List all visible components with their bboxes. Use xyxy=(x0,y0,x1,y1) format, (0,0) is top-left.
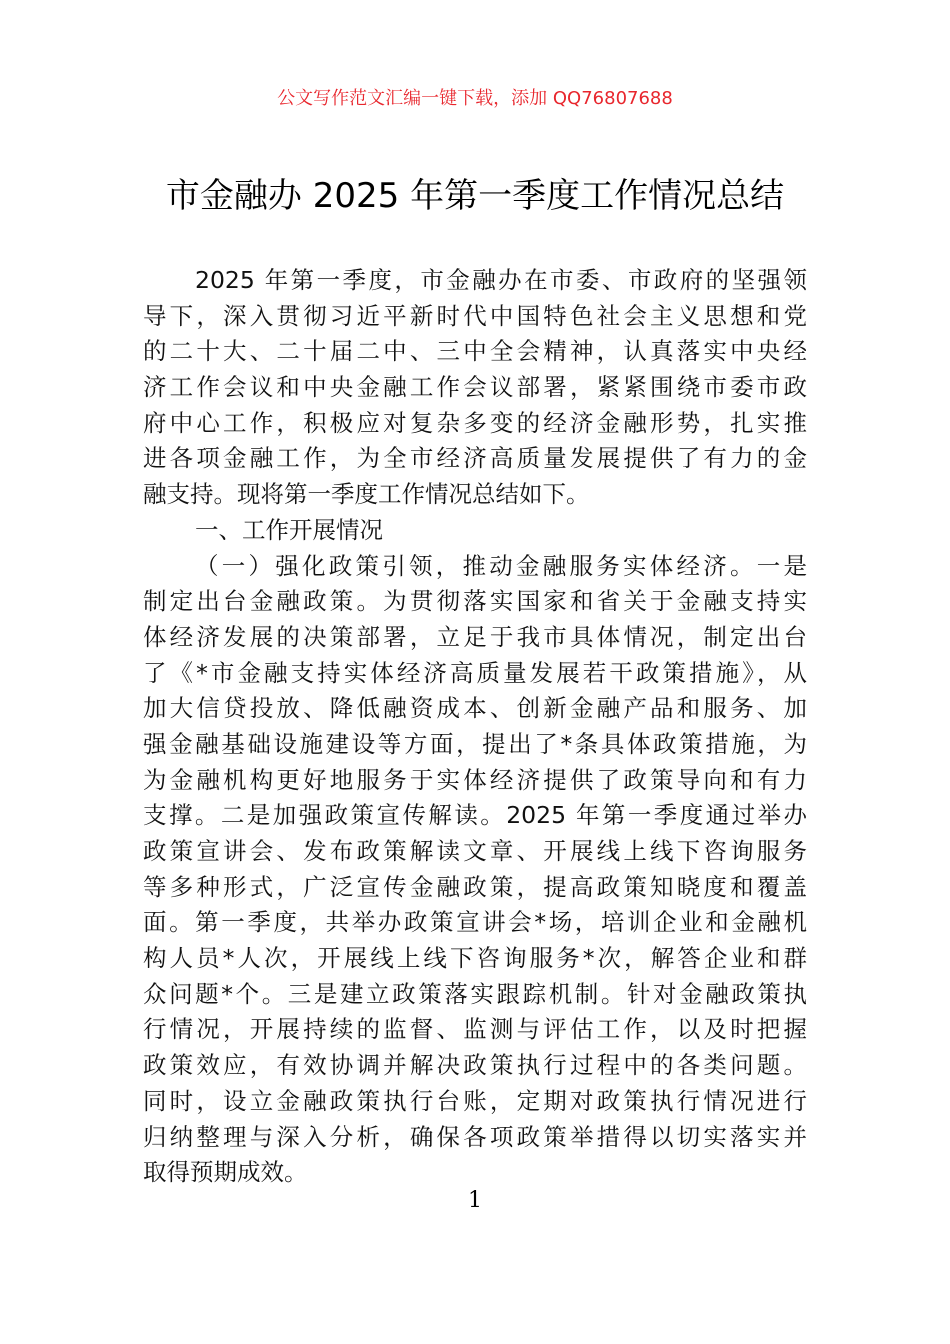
paragraph-line: 融支持。现将第一季度工作情况总结如下。 xyxy=(143,480,590,509)
paragraph-line: 等多种形式，广泛宣传金融政策，提高政策知晓度和覆盖 xyxy=(143,872,807,901)
paragraph-line: 构人员*人次，开展线上线下咨询服务*次，解答企业和群 xyxy=(143,944,807,973)
paragraph-line: 2025 年第一季度，市金融办在市委、市政府的坚强领 xyxy=(195,266,807,294)
paragraph-line: 了《*市金融支持实体经济高质量发展若干政策措施》，从 xyxy=(143,658,807,687)
paragraph-line: 导下，深入贯彻习近平新时代中国特色社会主义思想和党 xyxy=(143,301,807,330)
download-banner: 公文写作范文汇编一键下载，添加 QQ76807688 xyxy=(277,88,673,109)
section-heading: 一、工作开展情况 xyxy=(195,515,383,544)
paragraph-line: 加大信贷投放、降低融资成本、创新金融产品和服务、加 xyxy=(143,694,807,723)
paragraph-line: 众问题*个。三是建立政策落实跟踪机制。针对金融政策执 xyxy=(143,979,807,1008)
paragraph-line: 强金融基础设施建设等方面，提出了*条具体政策措施，为 xyxy=(143,729,807,758)
paragraph-line: 体经济发展的决策部署，立足于我市具体情况，制定出台 xyxy=(143,622,807,651)
paragraph-line: 同时，设立金融政策执行台账，定期对政策执行情况进行 xyxy=(143,1086,807,1115)
paragraph-line: 为金融机构更好地服务于实体经济提供了政策导向和有力 xyxy=(143,765,807,794)
paragraph-line: 的二十大、二十届二中、三中全会精神，认真落实中央经 xyxy=(143,337,807,366)
paragraph-line: 取得预期成效。 xyxy=(143,1158,308,1187)
paragraph-line: 府中心工作，积极应对复杂多变的经济金融形势，扎实推 xyxy=(143,408,807,437)
document-body xyxy=(143,263,807,1191)
paragraph-line: 行情况，开展持续的监督、监测与评估工作，以及时把握 xyxy=(143,1015,807,1044)
paragraph-line: 济工作会议和中央金融工作会议部署，紧紧围绕市委市政 xyxy=(143,373,807,402)
paragraph-line: 支撑。二是加强政策宣传解读。2025 年第一季度通过举办 xyxy=(143,801,807,830)
paragraph-line: 面。第一季度，共举办政策宣讲会*场，培训企业和金融机 xyxy=(143,908,807,937)
subsection-heading-line: （一）强化政策引领，推动金融服务实体经济。一是 xyxy=(195,551,807,580)
page-number: 1 xyxy=(468,1188,482,1213)
paragraph-line: 制定出台金融政策。为贯彻落实国家和省关于金融支持实 xyxy=(143,587,807,616)
paragraph-line: 归纳整理与深入分析，确保各项政策举措得以切实落实并 xyxy=(143,1122,807,1151)
paragraph-line: 政策效应，有效协调并解决政策执行过程中的各类问题。 xyxy=(143,1051,807,1080)
paragraph-line: 进各项金融工作，为全市经济高质量发展提供了有力的金 xyxy=(143,444,807,473)
document-title: 市金融办 2025 年第一季度工作情况总结 xyxy=(165,176,785,216)
paragraph-line: 政策宣讲会、发布政策解读文章、开展线上线下咨询服务 xyxy=(143,837,807,865)
